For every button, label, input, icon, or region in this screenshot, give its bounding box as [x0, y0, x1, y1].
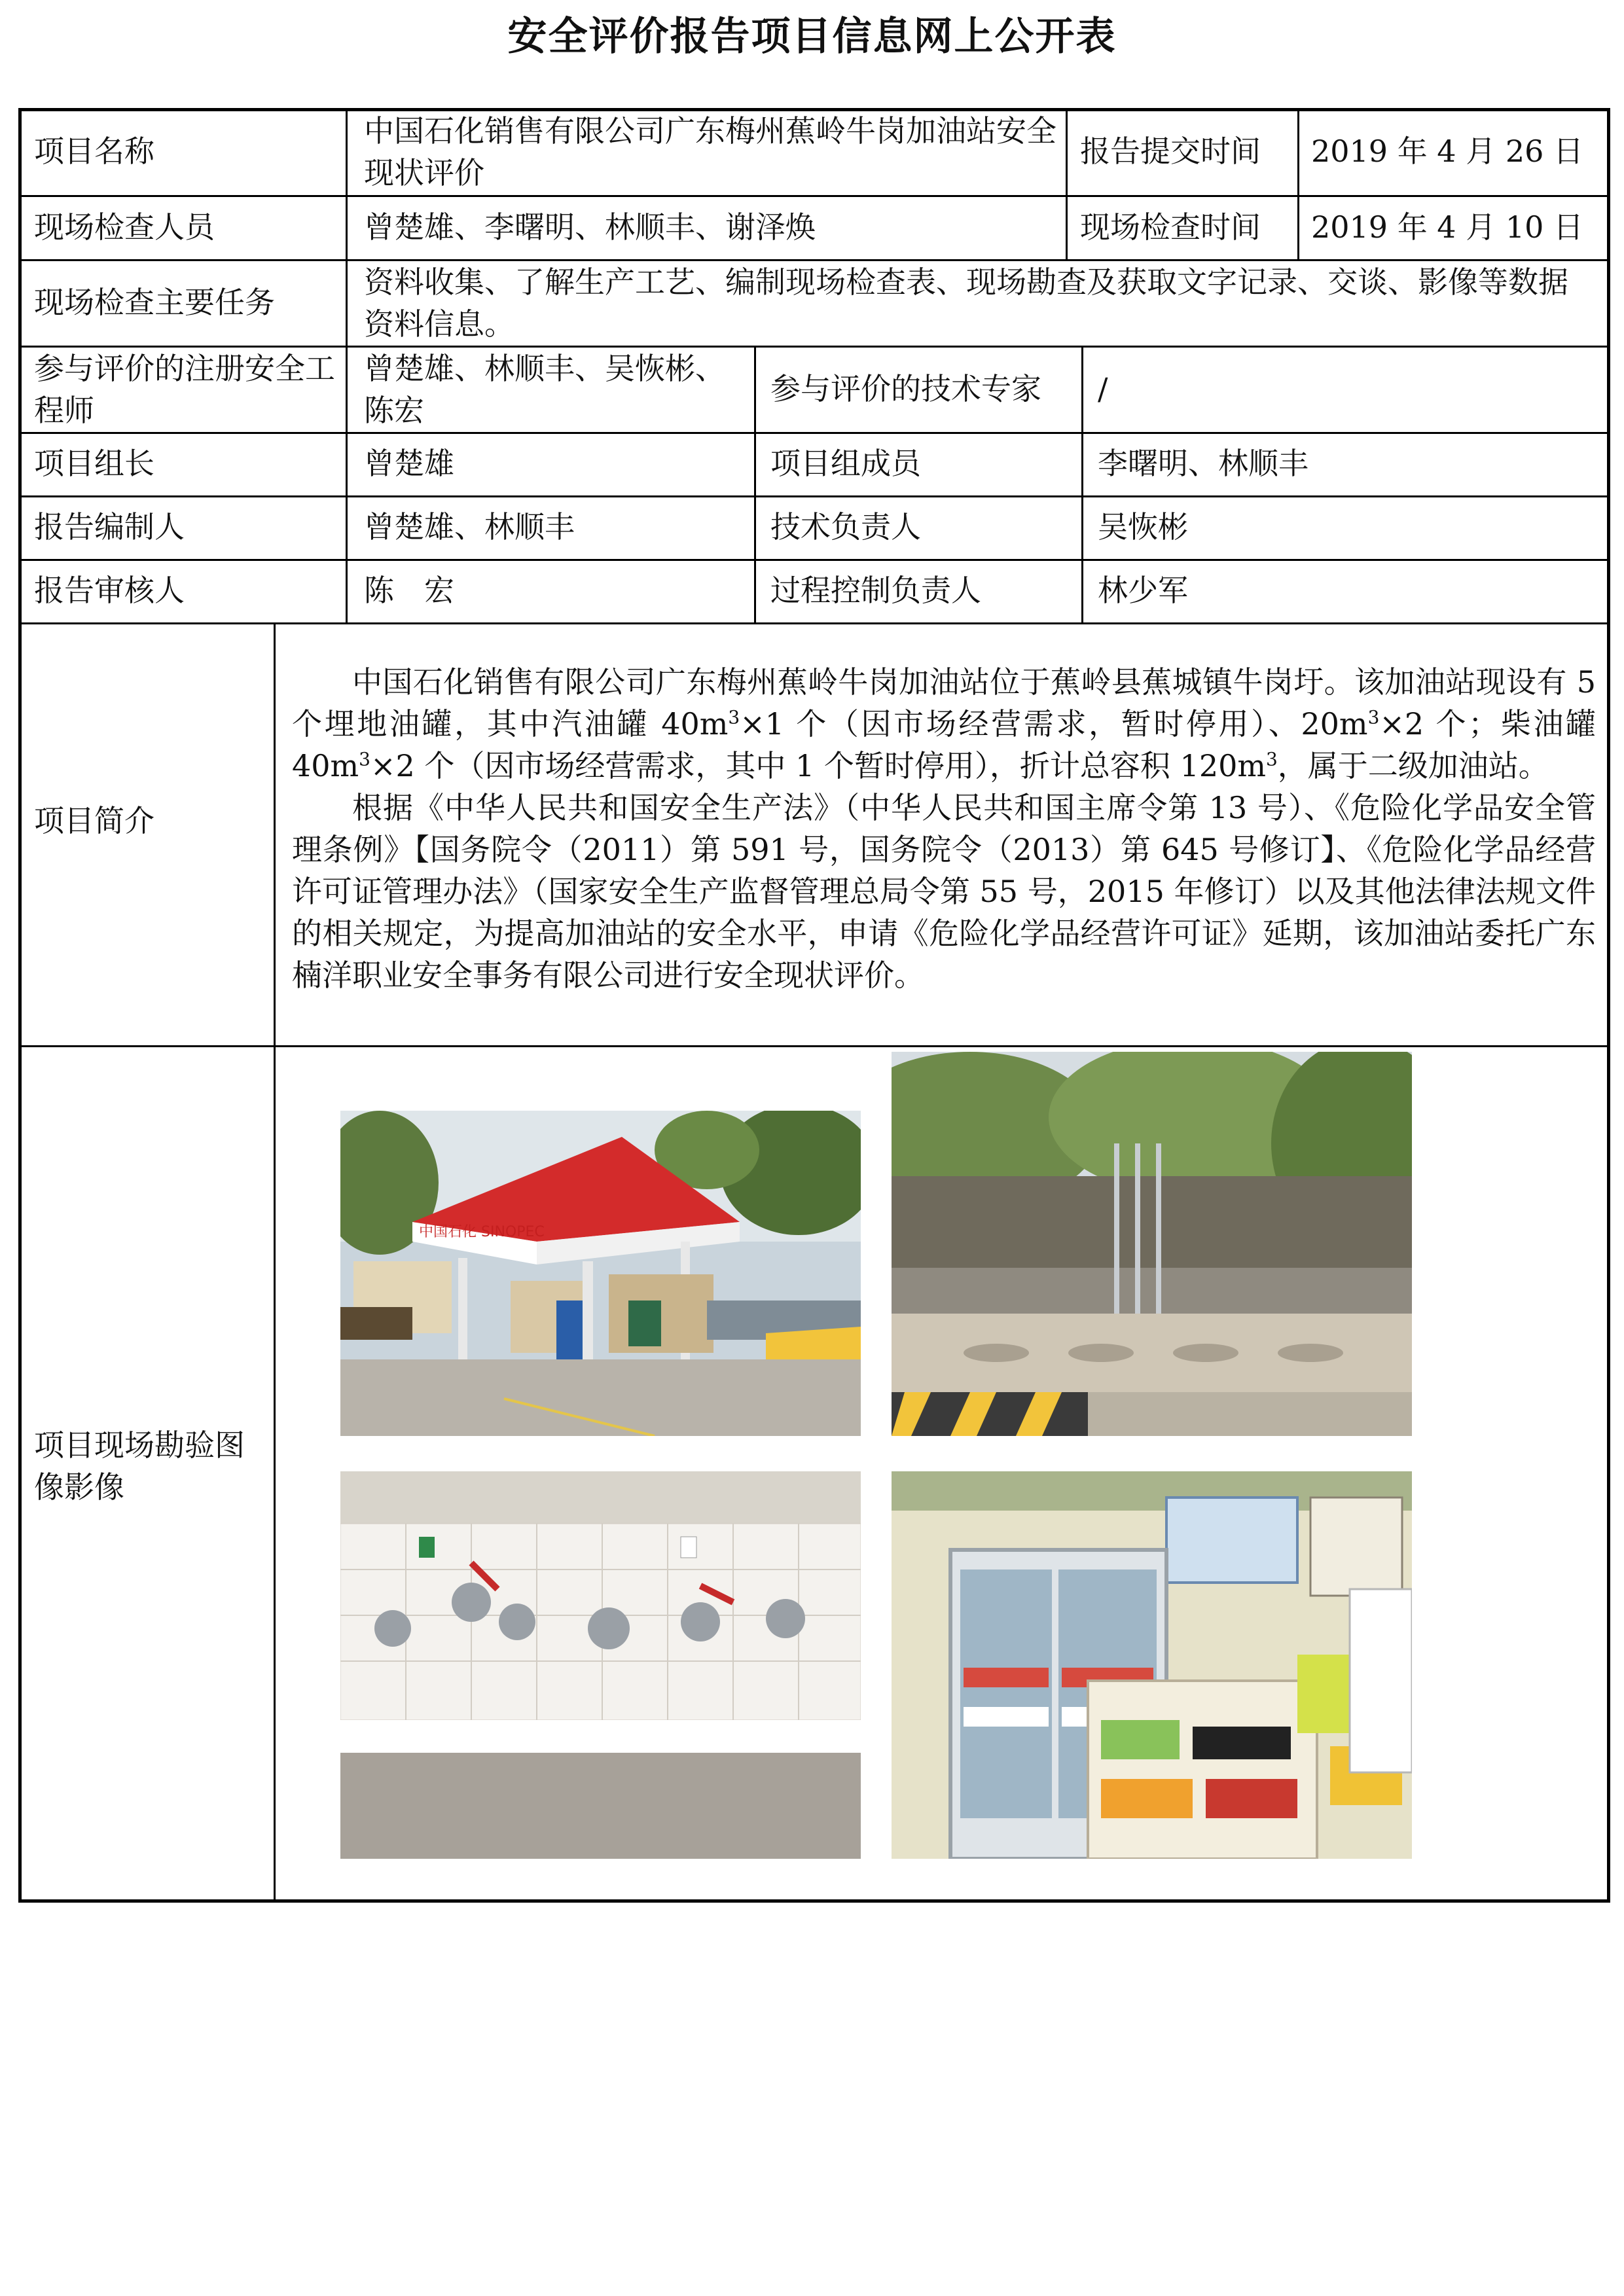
row-line — [18, 432, 1609, 434]
label-main-tasks: 现场检查主要任务 — [34, 285, 275, 320]
summary-p1-part: 中国石化销售有限公司广东梅州蕉岭牛岗加油站位于蕉岭县蕉城镇牛岗圩。该加油站现设有 5 个埋地油罐，其中汽油罐 40m — [292, 664, 1596, 742]
superscript: 3 — [1265, 748, 1278, 770]
summary-p1-part: ×1 个（因市场经营需求，暂时停用）、20m — [740, 706, 1368, 742]
value-team-leader: 曾楚雄 — [364, 446, 454, 481]
summary-p1-part: ×2 个；柴油罐 40m — [292, 706, 1596, 783]
row-line — [18, 1045, 1609, 1047]
photo-unloading-valves — [340, 1471, 861, 1859]
table-border-bottom — [18, 1899, 1610, 1903]
row-line — [18, 195, 1609, 197]
value-report-editor: 曾楚雄、林顺丰 — [364, 509, 575, 545]
label-tech-lead: 技术负责人 — [770, 509, 921, 545]
summary-text — [292, 661, 1596, 996]
value-process-control: 林少军 — [1098, 573, 1188, 608]
canopy-sign-text: 中国石化 SINOPEC — [419, 1224, 545, 1240]
label-inspection-time: 现场检查时间 — [1080, 209, 1261, 245]
col-line — [1297, 108, 1299, 259]
col-line — [754, 346, 756, 622]
photo-tank-area — [892, 1052, 1412, 1436]
summary-p1-part: ×2 个（因市场经营需求，其中 1 个暂时停用），折计总容积 120m — [370, 748, 1266, 783]
row-line — [18, 559, 1609, 561]
label-report-editor: 报告编制人 — [34, 509, 185, 545]
value-engineers: 曾楚雄、林顺丰、吴恢彬、陈宏 — [364, 351, 725, 428]
value-inspectors: 曾楚雄、李曙明、林顺丰、谢泽焕 — [364, 209, 816, 245]
col-line — [346, 108, 348, 622]
label-reviewer: 报告审核人 — [34, 573, 185, 608]
label-submit-time: 报告提交时间 — [1080, 134, 1261, 169]
col-line — [274, 622, 276, 1899]
label-summary: 项目简介 — [34, 803, 154, 838]
label-photos: 项目现场勘验图像影像 — [34, 1427, 245, 1505]
label-team-leader: 项目组长 — [34, 446, 154, 481]
superscript: 3 — [728, 706, 740, 728]
value-reviewer: 陈 宏 — [364, 573, 454, 608]
superscript: 3 — [359, 748, 370, 770]
label-team-members: 项目组成员 — [770, 446, 921, 481]
label-engineers: 参与评价的注册安全工程师 — [34, 351, 335, 428]
value-project-name: 中国石化销售有限公司广东梅州蕉岭牛岗加油站安全现状评价 — [364, 113, 1056, 190]
value-team-members: 李曙明、林顺丰 — [1098, 446, 1308, 481]
value-submit-time: 2019 年 4 月 26 日 — [1311, 134, 1583, 169]
table-border-left — [18, 108, 22, 1903]
summary-p1-part: ，属于二级加油站。 — [1277, 748, 1549, 783]
label-inspectors: 现场检查人员 — [34, 209, 215, 245]
summary-paragraph-1 — [292, 661, 1596, 787]
row-line — [18, 622, 1609, 624]
label-tech-experts: 参与评价的技术专家 — [770, 371, 1041, 406]
value-inspection-time: 2019 年 4 月 10 日 — [1311, 209, 1583, 245]
value-tech-experts: / — [1098, 371, 1108, 406]
value-tech-lead: 吴恢彬 — [1098, 509, 1188, 545]
col-line — [1081, 346, 1083, 622]
photo-gas-station-canopy — [340, 1111, 861, 1436]
photo-convenience-store — [892, 1471, 1412, 1859]
table-border-right — [1607, 108, 1610, 1903]
row-line — [18, 495, 1609, 497]
summary-paragraph-2: 根据《中华人民共和国安全生产法》（中华人民共和国主席令第 13 号）、《危险化学品安全管理条例》【国务院令（2011）第 591 号，国务院令（2013）第 645 号修订】、《危险化学品经营许可证管理办法》（国家安全生产监督管理总局令第 55 号，2015 年修订）以及其他法律法规文件的相关规定，为提高加油站的安全水平，申请《危险化学品经营许可证》延期，该加油站委托广东楠洋职业安全事务有限公司进行安全现状评价。 — [292, 790, 1596, 993]
superscript: 3 — [1367, 706, 1380, 728]
label-project-name: 项目名称 — [34, 134, 154, 169]
label-process-control: 过程控制负责人 — [770, 573, 981, 608]
col-line — [1066, 108, 1068, 259]
value-main-tasks: 资料收集、了解生产工艺、编制现场检查表、现场勘查及获取文字记录、交谈、影像等数据资料信息。 — [364, 264, 1568, 342]
page-title: 安全评价报告项目信息网上公开表 — [507, 14, 1117, 60]
